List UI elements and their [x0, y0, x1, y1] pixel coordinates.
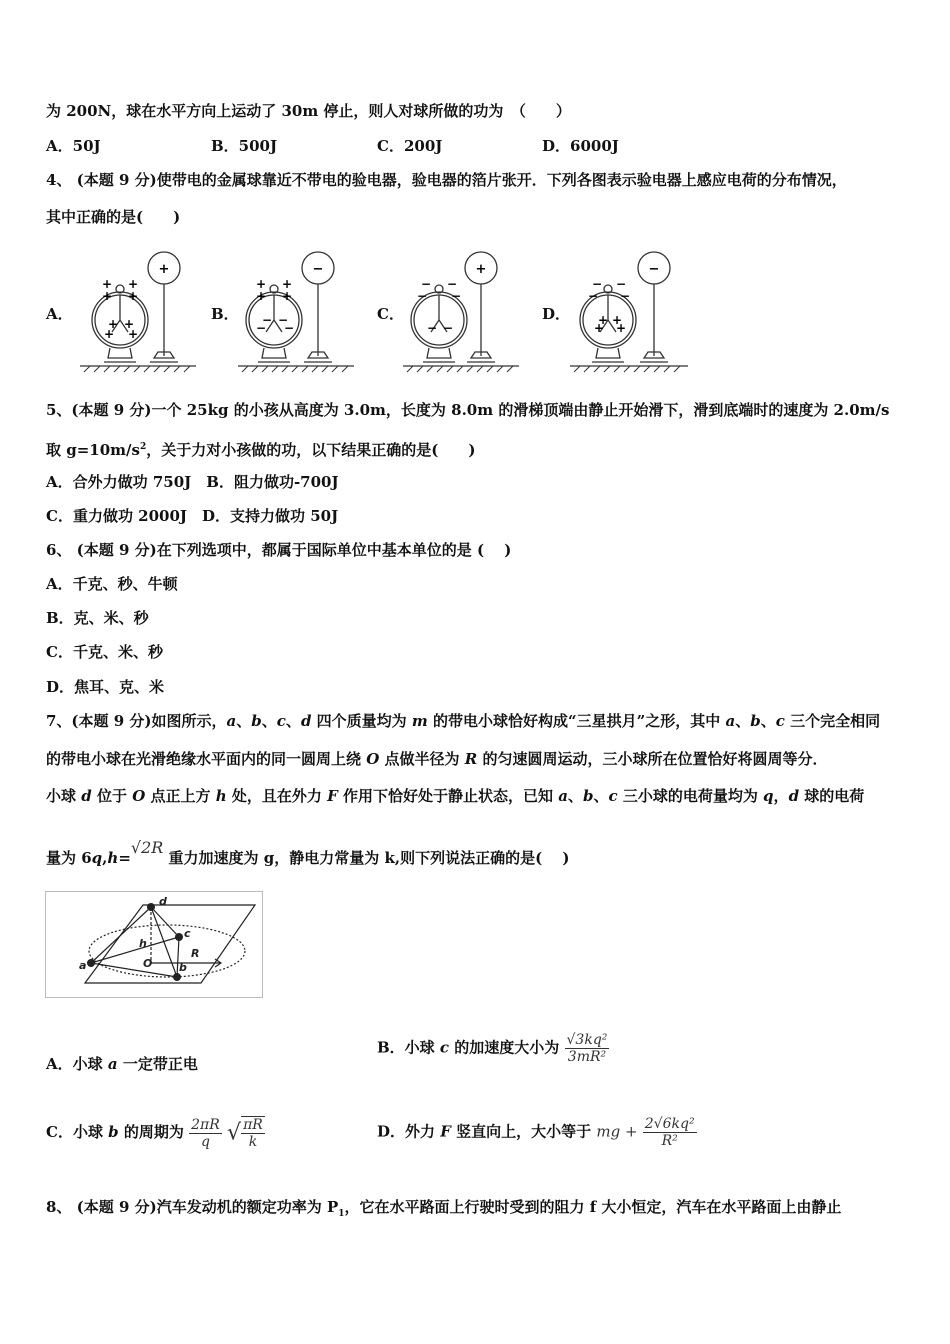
- svg-text:+: +: [102, 289, 113, 303]
- electroscope-figure-d: [570, 248, 690, 374]
- q6-stem: 6、 (本题 9 分)在下列选项中，都属于国际单位中基本单位的是 ( ): [46, 541, 512, 559]
- svg-text:+: +: [616, 321, 627, 335]
- q4-stem-line2: 其中正确的是( ): [46, 208, 181, 226]
- svg-text:−: −: [451, 289, 462, 303]
- svg-text:c: c: [184, 927, 191, 940]
- three-stars-figure: [45, 891, 263, 999]
- q7-option-a: A．小球 a 一定带正电: [46, 1055, 198, 1073]
- svg-text:−: −: [278, 313, 289, 327]
- ball-d: [147, 903, 155, 911]
- ball-sign-b: −: [312, 262, 324, 277]
- svg-text:+: +: [282, 289, 293, 303]
- q3-option-c: C．200J: [377, 137, 443, 155]
- q5-options-ab: A．合外力做功 750J B．阻力做功-700J: [46, 473, 339, 491]
- svg-text:−: −: [447, 277, 458, 291]
- q5-stem-line1: 5、(本题 9 分)一个 25kg 的小孩从高度为 3.0m，长度为 8.0m 的滑梯顶端由静止开始滑下，滑到底端时的速度为 2.0m/s: [46, 401, 890, 419]
- svg-text:+: +: [104, 327, 115, 341]
- svg-text:+: +: [594, 321, 605, 335]
- svg-text:−: −: [616, 277, 627, 291]
- q5-stem-line2: 取 $g=10m/s^2$，关于力对小孩做的功，以下结果正确的是( ): [46, 441, 476, 459]
- svg-text:a: a: [79, 959, 87, 972]
- svg-text:O: O: [143, 957, 153, 970]
- ball-sign-c: +: [475, 262, 487, 277]
- svg-text:+: +: [124, 317, 135, 331]
- ball-a: [87, 959, 95, 967]
- svg-text:h: h: [139, 937, 147, 950]
- q4-label-b: B．: [211, 305, 239, 323]
- svg-text:−: −: [592, 277, 603, 291]
- ball-b: [173, 973, 181, 981]
- svg-text:R: R: [191, 947, 200, 960]
- svg-text:−: −: [417, 289, 428, 303]
- q6-option-b: B．克、米、秒: [46, 609, 149, 627]
- svg-text:+: +: [598, 313, 609, 327]
- svg-text:+: +: [108, 317, 119, 331]
- svg-text:+: +: [128, 327, 139, 341]
- svg-text:+: +: [128, 289, 139, 303]
- q8-stem-line1: 8、 (本题 9 分)汽车发动机的额定功率为 $P_1$，它在水平路面上行驶时受到的阻力 f 大小恒定，汽车在水平路面上由静止: [46, 1198, 842, 1219]
- svg-text:−: −: [588, 289, 599, 303]
- svg-text:−: −: [284, 321, 295, 335]
- svg-text:−: −: [620, 289, 631, 303]
- q5-options-cd: C．重力做功 2000J D．支持力做功 50J: [46, 507, 339, 525]
- q7-stem-line2: 的带电小球在光滑绝缘水平面内的同一圆周上绕 O 点做半径为 R 的匀速圆周运动，三小球所在位置恰好将圆周等分．: [46, 750, 828, 768]
- q7-option-d: D．外力 F 竖直向上，大小等于 mg + $\frac{\text{2√6kq²}}{\text{R²}}$: [377, 1116, 695, 1149]
- ball-sign-a: +: [158, 262, 170, 277]
- q3-option-b: B．500J: [211, 137, 278, 155]
- q7-option-c: C．小球 b 的周期为 $\frac{2\pi R}{q}$ √ $\frac{\pi R}{k}$: [46, 1116, 263, 1150]
- electroscope-figure-c: [403, 248, 521, 374]
- svg-text:−: −: [256, 321, 267, 335]
- q3-option-a: A．50J: [46, 137, 101, 155]
- ball-c: [175, 933, 183, 941]
- svg-text:b: b: [179, 961, 187, 974]
- electroscope-figure-a: [80, 248, 198, 374]
- svg-text:+: +: [612, 313, 623, 327]
- svg-text:d: d: [159, 895, 167, 908]
- q3-option-d: D．6000J: [542, 137, 619, 155]
- q6-option-c: C．千克、米、秒: [46, 643, 163, 661]
- q3-stem-tail: 为 200N，球在水平方向上运动了 30m 停止，则人对球所做的功为 （ ）: [46, 102, 571, 120]
- q7-stem-line1: 7、(本题 9 分)如图所示，a、b、c、d 四个质量均为 m 的带电小球恰好构成“三星拱月”之形，其中 a、b、c 三个完全相同: [46, 712, 881, 730]
- svg-text:−: −: [262, 313, 273, 327]
- q6-option-d: D．焦耳、克、米: [46, 678, 165, 696]
- svg-text:+: +: [282, 277, 293, 291]
- svg-text:−: −: [443, 321, 454, 335]
- q7-stem-line4: 量为 6q,h=√2R 重力加速度为 g，静电力常量为 k,则下列说法正确的是( ): [46, 838, 570, 867]
- q7-stem-line3: 小球 d 位于 O 点正上方 h 处，且在外力 F 作用下恰好处于静止状态，已知 a、b、c 三小球的电荷量均为 q，d 球的电荷: [46, 787, 865, 805]
- q7-option-b: B．小球 c 的加速度大小为 $\frac{\text{√3kq²}}{\text{3mR²}}$: [377, 1032, 608, 1065]
- svg-text:+: +: [256, 277, 267, 291]
- q4-label-d: D．: [542, 305, 571, 323]
- svg-text:−: −: [427, 321, 438, 335]
- q4-label-c: C．: [377, 305, 404, 323]
- svg-text:−: −: [421, 277, 432, 291]
- electroscope-figure-b: [238, 248, 356, 374]
- svg-text:+: +: [256, 289, 267, 303]
- q4-label-a: A．: [46, 305, 73, 323]
- svg-text:+: +: [128, 277, 139, 291]
- q6-option-a: A．千克、秒、牛顿: [46, 575, 178, 593]
- q4-stem-line1: 4、 (本题 9 分)使带电的金属球靠近不带电的验电器，验电器的箔片张开．下列各图表示验电器上感应电荷的分布情况，: [46, 171, 847, 189]
- ball-sign-d: −: [648, 262, 660, 277]
- svg-text:+: +: [102, 277, 113, 291]
